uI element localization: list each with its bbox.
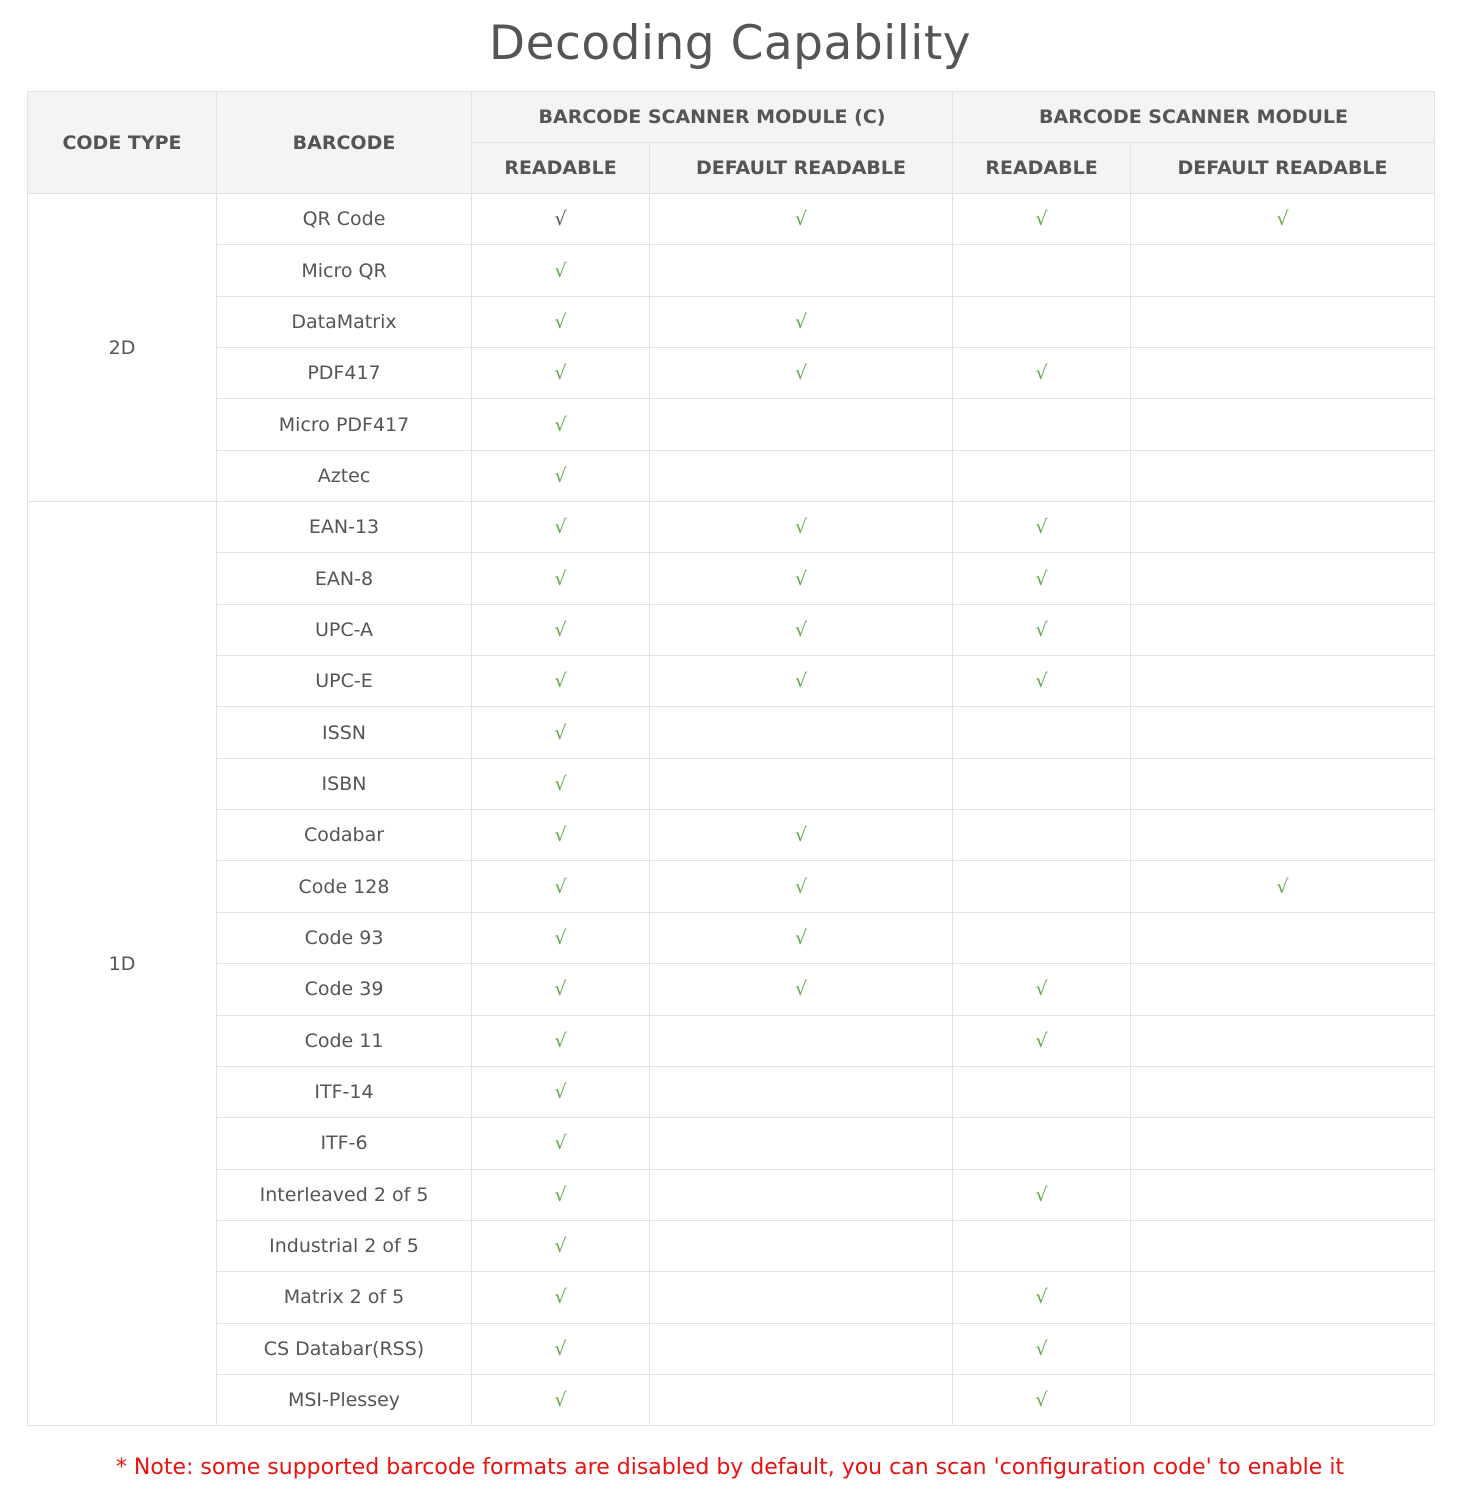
barcode-name-cell: Code 39	[217, 964, 472, 1015]
support-cell-m-readable	[953, 450, 1131, 501]
barcode-name-cell: Industrial 2 of 5	[217, 1220, 472, 1271]
table-row	[28, 758, 1435, 809]
table-body	[28, 194, 1435, 1426]
footnote: * Note: some supported barcode formats are disabled by default, you can scan 'configuration code' to enable it	[115, 1455, 1345, 1480]
table-row	[28, 194, 1435, 245]
header-m-readable: READABLE	[953, 143, 1131, 194]
table-row	[28, 912, 1435, 963]
support-cell-m-default	[1131, 1066, 1435, 1117]
support-cell-c-readable	[472, 1066, 650, 1117]
barcode-name-cell: Aztec	[217, 450, 472, 501]
check-icon: √	[794, 875, 808, 898]
support-cell-c-readable	[472, 1169, 650, 1220]
header-m-default-readable: DEFAULT READABLE	[1131, 143, 1435, 194]
support-cell-m-default	[1131, 194, 1435, 245]
code-type-cell: 2D	[28, 194, 217, 502]
check-icon: √	[794, 670, 808, 693]
table-row	[28, 502, 1435, 553]
table-row	[28, 399, 1435, 450]
support-cell-c-default	[650, 964, 953, 1015]
support-cell-c-readable	[472, 1220, 650, 1271]
check-icon: √	[1035, 1286, 1048, 1309]
table-row	[28, 861, 1435, 912]
support-cell-m-default	[1131, 245, 1435, 296]
check-icon: √	[1035, 1029, 1048, 1052]
support-cell-m-default	[1131, 1374, 1435, 1425]
check-icon: √	[554, 772, 567, 795]
barcode-name-cell: UPC-E	[217, 656, 472, 707]
barcode-name-cell: Code 11	[217, 1015, 472, 1066]
barcode-name-cell: DataMatrix	[217, 296, 472, 347]
check-icon: √	[1035, 670, 1048, 693]
check-icon: √	[554, 875, 567, 898]
support-cell-m-default	[1131, 553, 1435, 604]
barcode-name-cell: Micro QR	[217, 245, 472, 296]
support-cell-c-readable	[472, 964, 650, 1015]
support-cell-c-readable	[472, 553, 650, 604]
support-cell-m-readable	[953, 296, 1131, 347]
support-cell-c-default	[650, 656, 953, 707]
table-row	[28, 707, 1435, 758]
support-cell-c-readable	[472, 1323, 650, 1374]
table-row	[28, 348, 1435, 399]
support-cell-m-readable	[953, 1118, 1131, 1169]
check-icon: √	[1276, 208, 1289, 231]
support-cell-c-readable	[472, 1015, 650, 1066]
support-cell-m-readable	[953, 964, 1131, 1015]
table-row	[28, 245, 1435, 296]
header-code-type: CODE TYPE	[28, 92, 217, 194]
table-header	[28, 92, 1435, 194]
support-cell-m-default	[1131, 399, 1435, 450]
check-icon: √	[554, 259, 567, 282]
barcode-name-cell: Matrix 2 of 5	[217, 1272, 472, 1323]
support-cell-m-readable	[953, 1374, 1131, 1425]
support-cell-c-readable	[472, 1374, 650, 1425]
table-row	[28, 296, 1435, 347]
support-cell-m-default	[1131, 1015, 1435, 1066]
check-icon: √	[794, 618, 808, 641]
check-icon: √	[1035, 362, 1048, 385]
barcode-name-cell: ISSN	[217, 707, 472, 758]
support-cell-m-default	[1131, 1272, 1435, 1323]
barcode-name-cell: CS Databar(RSS)	[217, 1323, 472, 1374]
support-cell-c-default	[650, 1066, 953, 1117]
support-cell-c-readable	[472, 604, 650, 655]
check-icon: √	[554, 362, 567, 385]
barcode-name-cell: EAN-8	[217, 553, 472, 604]
support-cell-m-readable	[953, 1066, 1131, 1117]
check-icon: √	[554, 413, 567, 436]
support-cell-m-default	[1131, 1220, 1435, 1271]
decoding-capability-table	[27, 91, 1435, 1426]
check-icon: √	[554, 721, 567, 744]
check-icon: √	[554, 1286, 567, 1309]
support-cell-c-default	[650, 1118, 953, 1169]
table-row	[28, 1066, 1435, 1117]
support-cell-c-default	[650, 861, 953, 912]
support-cell-m-default	[1131, 758, 1435, 809]
support-cell-c-default	[650, 1220, 953, 1271]
barcode-name-cell: ITF-6	[217, 1118, 472, 1169]
support-cell-m-readable	[953, 1323, 1131, 1374]
check-icon: √	[794, 310, 808, 333]
barcode-name-cell: UPC-A	[217, 604, 472, 655]
support-cell-m-readable	[953, 1169, 1131, 1220]
support-cell-m-readable	[953, 553, 1131, 604]
page-title: Decoding Capability	[488, 16, 972, 71]
support-cell-m-default	[1131, 656, 1435, 707]
support-cell-c-readable	[472, 810, 650, 861]
support-cell-c-default	[650, 194, 953, 245]
support-cell-m-readable	[953, 348, 1131, 399]
support-cell-m-default	[1131, 502, 1435, 553]
support-cell-m-default	[1131, 810, 1435, 861]
table-row	[28, 1220, 1435, 1271]
support-cell-m-readable	[953, 758, 1131, 809]
support-cell-m-default	[1131, 348, 1435, 399]
check-icon: √	[794, 567, 808, 590]
support-cell-c-readable	[472, 707, 650, 758]
table-row	[28, 964, 1435, 1015]
barcode-name-cell: Codabar	[217, 810, 472, 861]
table-row	[28, 1272, 1435, 1323]
header-barcode: BARCODE	[217, 92, 472, 194]
support-cell-m-readable	[953, 861, 1131, 912]
support-cell-c-default	[650, 758, 953, 809]
support-cell-c-readable	[472, 399, 650, 450]
support-cell-m-readable	[953, 604, 1131, 655]
support-cell-c-default	[650, 399, 953, 450]
support-cell-c-readable	[472, 450, 650, 501]
support-cell-m-readable	[953, 1272, 1131, 1323]
check-icon: √	[554, 670, 567, 693]
table-row	[28, 1323, 1435, 1374]
check-icon: √	[554, 1081, 567, 1104]
check-icon: √	[1035, 618, 1048, 641]
check-icon: √	[554, 310, 567, 333]
check-icon: √	[1035, 208, 1048, 231]
support-cell-c-readable	[472, 1118, 650, 1169]
check-icon: √	[554, 1235, 567, 1258]
check-icon: √	[554, 208, 567, 231]
barcode-name-cell: Interleaved 2 of 5	[217, 1169, 472, 1220]
support-cell-m-readable	[953, 194, 1131, 245]
barcode-name-cell: PDF417	[217, 348, 472, 399]
support-cell-m-readable	[953, 502, 1131, 553]
support-cell-c-default	[650, 1323, 953, 1374]
check-icon: √	[554, 1389, 567, 1412]
check-icon: √	[554, 618, 567, 641]
table-row	[28, 810, 1435, 861]
barcode-name-cell: Code 93	[217, 912, 472, 963]
table-row	[28, 450, 1435, 501]
barcode-name-cell: EAN-13	[217, 502, 472, 553]
support-cell-c-default	[650, 1015, 953, 1066]
barcode-name-cell: ITF-14	[217, 1066, 472, 1117]
support-cell-c-readable	[472, 861, 650, 912]
support-cell-c-readable	[472, 194, 650, 245]
support-cell-c-default	[650, 1169, 953, 1220]
barcode-name-cell: MSI-Plessey	[217, 1374, 472, 1425]
check-icon: √	[794, 926, 808, 949]
check-icon: √	[794, 208, 808, 231]
check-icon: √	[1035, 978, 1048, 1001]
table-row	[28, 1374, 1435, 1425]
code-type-cell: 1D	[28, 502, 217, 1426]
support-cell-m-default	[1131, 912, 1435, 963]
table-row	[28, 1015, 1435, 1066]
check-icon: √	[554, 516, 567, 539]
check-icon: √	[554, 1183, 567, 1206]
check-icon: √	[554, 1337, 567, 1360]
support-cell-c-readable	[472, 348, 650, 399]
support-cell-c-default	[650, 348, 953, 399]
check-icon: √	[794, 362, 808, 385]
header-module-c: BARCODE SCANNER MODULE (C)	[472, 92, 953, 143]
support-cell-c-default	[650, 1272, 953, 1323]
check-icon: √	[1035, 516, 1048, 539]
support-cell-m-default	[1131, 1169, 1435, 1220]
check-icon: √	[794, 824, 808, 847]
support-cell-m-default	[1131, 964, 1435, 1015]
header-c-readable: READABLE	[472, 143, 650, 194]
support-cell-m-default	[1131, 707, 1435, 758]
support-cell-c-readable	[472, 758, 650, 809]
support-cell-c-default	[650, 502, 953, 553]
support-cell-m-readable	[953, 399, 1131, 450]
support-cell-m-default	[1131, 861, 1435, 912]
support-cell-m-readable	[953, 1015, 1131, 1066]
support-cell-c-readable	[472, 656, 650, 707]
table-row	[28, 1118, 1435, 1169]
check-icon: √	[1035, 1389, 1048, 1412]
support-cell-c-readable	[472, 296, 650, 347]
support-cell-m-readable	[953, 810, 1131, 861]
check-icon: √	[794, 978, 808, 1001]
support-cell-c-default	[650, 245, 953, 296]
support-cell-m-readable	[953, 245, 1131, 296]
table-row	[28, 656, 1435, 707]
check-icon: √	[1035, 1183, 1048, 1206]
check-icon: √	[554, 978, 567, 1001]
support-cell-m-readable	[953, 707, 1131, 758]
barcode-name-cell: ISBN	[217, 758, 472, 809]
support-cell-m-default	[1131, 1118, 1435, 1169]
check-icon: √	[554, 1132, 567, 1155]
support-cell-m-default	[1131, 296, 1435, 347]
support-cell-c-readable	[472, 912, 650, 963]
support-cell-m-readable	[953, 912, 1131, 963]
support-cell-c-default	[650, 912, 953, 963]
check-icon: √	[554, 1029, 567, 1052]
check-icon: √	[1035, 567, 1048, 590]
table-row	[28, 1169, 1435, 1220]
table-row	[28, 604, 1435, 655]
check-icon: √	[554, 824, 567, 847]
support-cell-c-readable	[472, 245, 650, 296]
support-cell-c-default	[650, 553, 953, 604]
header-module: BARCODE SCANNER MODULE	[953, 92, 1435, 143]
support-cell-c-default	[650, 707, 953, 758]
support-cell-c-default	[650, 450, 953, 501]
check-icon: √	[554, 926, 567, 949]
support-cell-m-default	[1131, 450, 1435, 501]
barcode-name-cell: QR Code	[217, 194, 472, 245]
support-cell-c-default	[650, 810, 953, 861]
support-cell-c-default	[650, 296, 953, 347]
check-icon: √	[554, 567, 567, 590]
support-cell-m-readable	[953, 1220, 1131, 1271]
check-icon: √	[1035, 1337, 1048, 1360]
header-c-default-readable: DEFAULT READABLE	[650, 143, 953, 194]
support-cell-c-readable	[472, 502, 650, 553]
check-icon: √	[554, 464, 567, 487]
barcode-name-cell: Micro PDF417	[217, 399, 472, 450]
support-cell-m-default	[1131, 1323, 1435, 1374]
table-row	[28, 553, 1435, 604]
barcode-name-cell: Code 128	[217, 861, 472, 912]
support-cell-c-default	[650, 604, 953, 655]
support-cell-m-readable	[953, 656, 1131, 707]
check-icon: √	[794, 516, 808, 539]
check-icon: √	[1276, 875, 1289, 898]
support-cell-c-default	[650, 1374, 953, 1425]
support-cell-m-default	[1131, 604, 1435, 655]
support-cell-c-readable	[472, 1272, 650, 1323]
